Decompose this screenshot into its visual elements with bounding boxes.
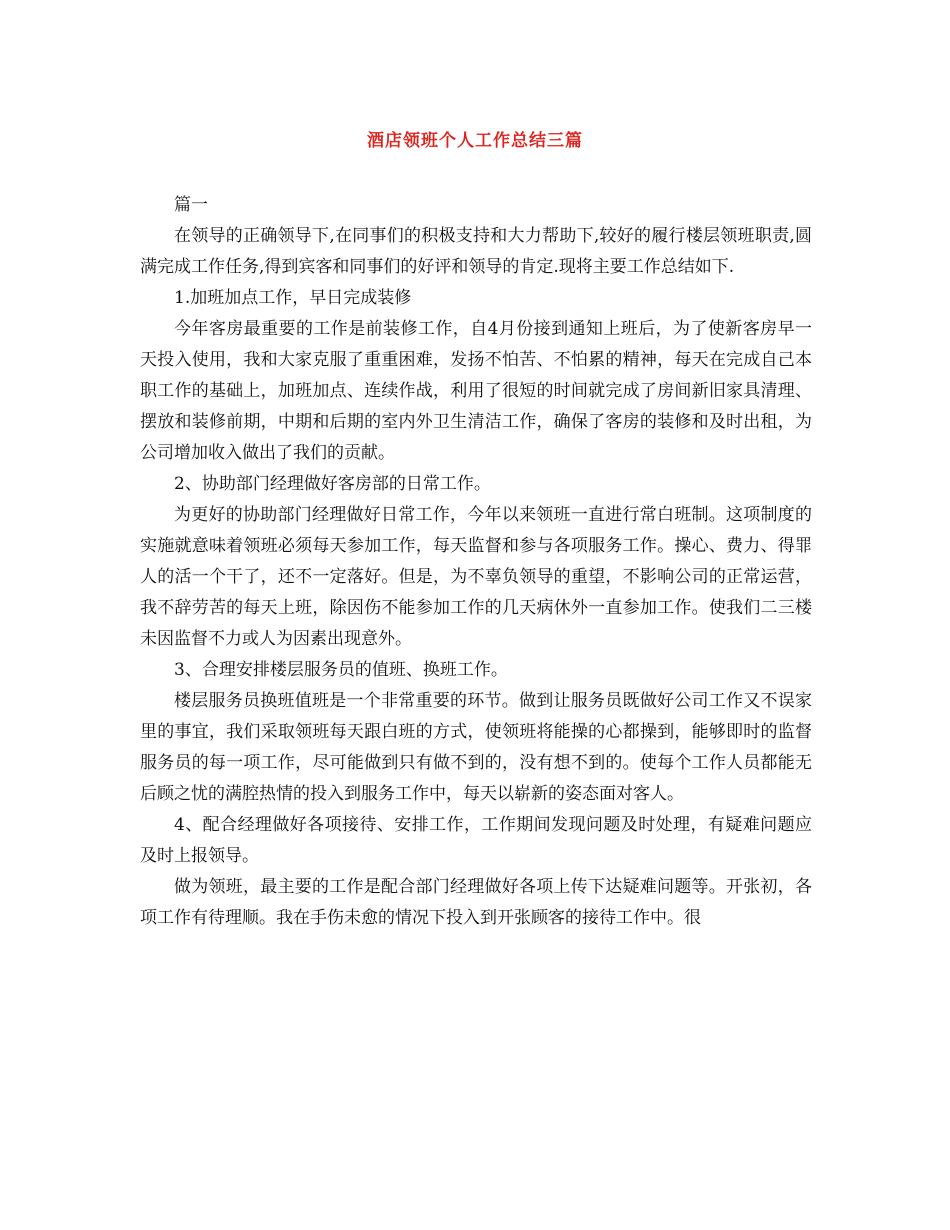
body-paragraph: 今年客房最重要的工作是前装修工作，自4月份接到通知上班后，为了使新客房早一天投入使用，我和大家克服了重重困难，发扬不怕苦、不怕累的精神，每天在完成自己本职工作的基础上，加班加点、连续作战，利用了很短的时间就完成了房间新旧家具清理、摆放和装修前期，中期和后期的室内外卫生清洁工作，确保了客房的装修和及时出租，为公司增加收入做出了我们的贡献。 bbox=[140, 319, 812, 463]
item-heading: 3、合理安排楼层服务员的值班、换班工作。 bbox=[174, 660, 508, 680]
body-paragraph: 在领导的正确领导下,在同事们的积极支持和大力帮助下,较好的履行楼层领班职责,圆满完成工作任务,得到宾客和同事们的好评和领导的肯定.现将主要工作总结如下. bbox=[140, 226, 812, 277]
item-heading: 4、配合经理做好各项接待、安排工作，工作期间发现问题及时处理，有疑难问题应及时上报领导。 bbox=[140, 815, 812, 866]
document-body bbox=[140, 190, 812, 934]
document-title: 酒店领班个人工作总结三篇 bbox=[367, 131, 583, 151]
body-paragraph: 为更好的协助部门经理做好日常工作，今年以来领班一直进行常白班制。这项制度的实施就意味着领班必须每天参加工作，每天监督和参与各项服务工作。操心、费力、得罪人的活一个干了，还不一定落好。但是，为不辜负领导的重望，不影响公司的正常运营，我不辞劳苦的每天上班，除因伤不能参加工作的几天病休外一直参加工作。使我们二三楼未因监督不力或人为因素出现意外。 bbox=[140, 505, 812, 649]
item-heading: 1.加班加点工作，早日完成装修 bbox=[174, 288, 412, 308]
body-paragraph: 做为领班，最主要的工作是配合部门经理做好各项上传下达疑难问题等。开张初，各项工作有待理顺。我在手伤未愈的情况下投入到开张顾客的接待工作中。很 bbox=[140, 877, 812, 928]
item-heading: 2、协助部门经理做好客房部的日常工作。 bbox=[174, 474, 491, 494]
body-paragraph: 楼层服务员换班值班是一个非常重要的环节。做到让服务员既做好公司工作又不误家里的事宜，我们采取领班每天跟白班的方式，使领班将能操的心都操到，能够即时的监督服务员的每一项工作，尽可能做到只有做不到的，没有想不到的。使每个工作人员都能无后顾之忧的满腔热情的投入到服务工作中，每天以崭新的姿态面对客人。 bbox=[140, 691, 812, 804]
section-heading: 篇一 bbox=[174, 195, 208, 215]
